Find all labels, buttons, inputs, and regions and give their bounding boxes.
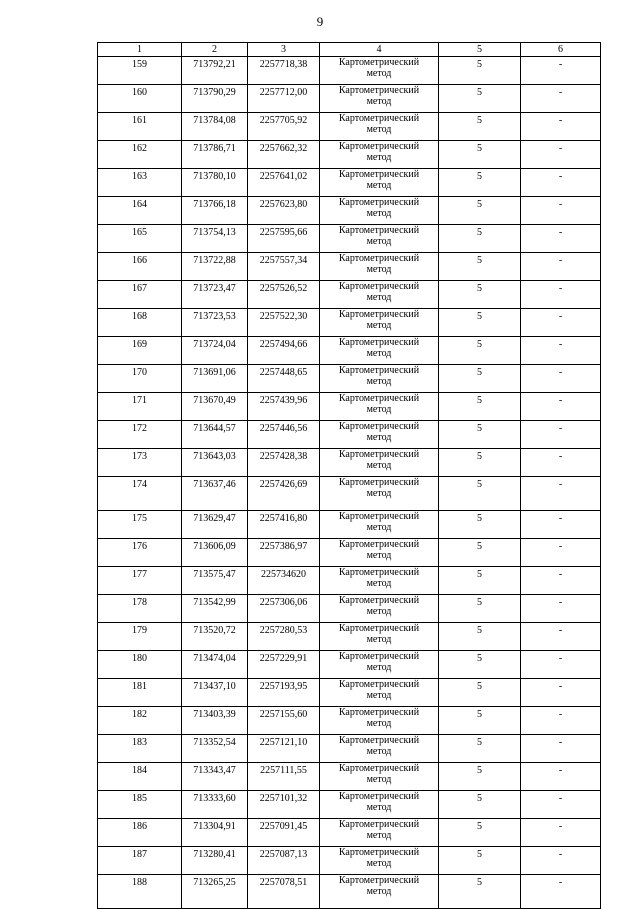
table-row [98,539,601,567]
point-number-cell: 179 [98,623,182,651]
accuracy-cell: 5 [439,567,521,595]
method-line-2: метод [366,662,392,673]
method-line-1: Картометрический [338,763,420,774]
coordinate-y-cell: 2257229,91 [248,651,320,679]
table-row [98,141,601,169]
method-line-1: Картометрический [338,567,420,578]
method-line-1: Картометрический [338,679,420,690]
coordinate-x-cell: 713724,04 [182,337,248,365]
note-cell: - [521,735,601,763]
accuracy-cell: 5 [439,819,521,847]
coordinate-x-cell: 713643,03 [182,449,248,477]
table-row [98,707,601,735]
coordinate-y-cell: 2257091,45 [248,819,320,847]
coordinate-x-cell: 713403,39 [182,707,248,735]
coordinate-x-cell: 713280,41 [182,847,248,875]
coordinate-y-cell: 225734620 [248,567,320,595]
point-number-cell: 174 [98,477,182,511]
table-row [98,281,601,309]
coordinate-y-cell: 2257718,38 [248,57,320,85]
method-line-2: метод [366,264,392,275]
point-number-cell: 186 [98,819,182,847]
header-row [98,43,601,57]
coordinate-x-cell: 713606,09 [182,539,248,567]
coordinate-x-cell: 713520,72 [182,623,248,651]
note-cell: - [521,57,601,85]
table-row [98,679,601,707]
note-cell: - [521,595,601,623]
method-line-1: Картометрический [338,875,420,886]
method-cell [320,763,439,791]
coordinate-x-cell: 713723,53 [182,309,248,337]
method-cell [320,281,439,309]
coordinate-x-cell: 713670,49 [182,393,248,421]
method-line-2: метод [366,858,392,869]
method-line-2: метод [366,718,392,729]
method-line-2: метод [366,774,392,785]
coordinate-y-cell: 2257705,92 [248,113,320,141]
table-row [98,85,601,113]
method-cell [320,595,439,623]
table-body [98,57,601,909]
accuracy-cell: 5 [439,57,521,85]
point-number-cell: 184 [98,763,182,791]
coordinate-x-cell: 713542,99 [182,595,248,623]
coordinate-y-cell: 2257111,55 [248,763,320,791]
method-line-1: Картометрический [338,735,420,746]
coordinate-x-cell: 713784,08 [182,113,248,141]
point-number-cell: 178 [98,595,182,623]
method-line-1: Картометрический [338,651,420,662]
coordinate-y-cell: 2257494,66 [248,337,320,365]
coordinate-y-cell: 2257087,13 [248,847,320,875]
point-number-cell: 182 [98,707,182,735]
coordinate-y-cell: 2257662,32 [248,141,320,169]
point-number-cell: 183 [98,735,182,763]
method-cell [320,567,439,595]
method-cell [320,337,439,365]
point-number-cell: 172 [98,421,182,449]
note-cell: - [521,225,601,253]
accuracy-cell: 5 [439,449,521,477]
accuracy-cell: 5 [439,393,521,421]
note-cell: - [521,875,601,909]
point-number-cell: 180 [98,651,182,679]
table-row [98,197,601,225]
method-line-2: метод [366,96,392,107]
table-row [98,623,601,651]
method-line-1: Картометрический [338,57,420,68]
accuracy-cell: 5 [439,365,521,393]
point-number-cell: 177 [98,567,182,595]
note-cell: - [521,141,601,169]
table-row [98,169,601,197]
coordinate-x-cell: 713691,06 [182,365,248,393]
coordinate-y-cell: 2257428,38 [248,449,320,477]
note-cell: - [521,511,601,539]
method-line-1: Картометрический [338,449,420,460]
coordinate-y-cell: 2257439,96 [248,393,320,421]
accuracy-cell: 5 [439,197,521,225]
point-number-cell: 165 [98,225,182,253]
point-number-cell: 176 [98,539,182,567]
method-line-2: метод [366,460,392,471]
accuracy-cell: 5 [439,847,521,875]
coordinate-x-cell: 713723,47 [182,281,248,309]
coordinate-y-cell: 2257416,80 [248,511,320,539]
coordinate-y-cell: 2257712,00 [248,85,320,113]
note-cell: - [521,623,601,651]
method-line-2: метод [366,690,392,701]
accuracy-cell: 5 [439,875,521,909]
method-line-1: Картометрический [338,169,420,180]
method-line-2: метод [366,830,392,841]
point-number-cell: 160 [98,85,182,113]
coordinate-y-cell: 2257446,56 [248,421,320,449]
accuracy-cell: 5 [439,791,521,819]
coordinate-y-cell: 2257595,66 [248,225,320,253]
coordinate-x-cell: 713333,60 [182,791,248,819]
table-row [98,595,601,623]
coordinate-y-cell: 2257306,06 [248,595,320,623]
table-row [98,57,601,85]
coordinate-y-cell: 2257522,30 [248,309,320,337]
coordinate-y-cell: 2257426,69 [248,477,320,511]
method-cell [320,511,439,539]
accuracy-cell: 5 [439,253,521,281]
coordinate-x-cell: 713575,47 [182,567,248,595]
note-cell: - [521,253,601,281]
column-header-2: 2 [182,43,248,57]
method-line-2: метод [366,292,392,303]
accuracy-cell: 5 [439,539,521,567]
method-line-1: Картометрический [338,707,420,718]
method-cell [320,623,439,651]
coordinate-x-cell: 713629,47 [182,511,248,539]
coordinate-y-cell: 2257155,60 [248,707,320,735]
method-cell [320,651,439,679]
method-line-1: Картометрический [338,365,420,376]
method-line-2: метод [366,746,392,757]
coordinate-x-cell: 713644,57 [182,421,248,449]
method-line-1: Картометрический [338,595,420,606]
note-cell: - [521,393,601,421]
method-line-1: Картометрический [338,477,420,488]
method-cell [320,141,439,169]
point-number-cell: 185 [98,791,182,819]
method-cell [320,309,439,337]
note-cell: - [521,651,601,679]
coordinate-x-cell: 713786,71 [182,141,248,169]
note-cell: - [521,847,601,875]
coordinate-x-cell: 713352,54 [182,735,248,763]
coordinate-x-cell: 713780,10 [182,169,248,197]
point-number-cell: 170 [98,365,182,393]
method-line-1: Картометрический [338,421,420,432]
table-row [98,651,601,679]
note-cell: - [521,197,601,225]
method-cell [320,449,439,477]
point-number-cell: 161 [98,113,182,141]
accuracy-cell: 5 [439,511,521,539]
table-row [98,365,601,393]
point-number-cell: 166 [98,253,182,281]
method-line-2: метод [366,320,392,331]
note-cell: - [521,337,601,365]
table-row [98,337,601,365]
point-number-cell: 168 [98,309,182,337]
accuracy-cell: 5 [439,735,521,763]
method-cell [320,791,439,819]
note-cell: - [521,365,601,393]
table-row [98,847,601,875]
table-header [98,43,601,57]
note-cell: - [521,819,601,847]
method-line-2: метод [366,208,392,219]
coordinate-y-cell: 2257623,80 [248,197,320,225]
accuracy-cell: 5 [439,169,521,197]
note-cell: - [521,707,601,735]
coordinate-y-cell: 2257121,10 [248,735,320,763]
coordinate-x-cell: 713722,88 [182,253,248,281]
method-cell [320,197,439,225]
table-row [98,819,601,847]
method-cell [320,253,439,281]
method-line-1: Картометрический [338,85,420,96]
method-line-1: Картометрический [338,141,420,152]
page-number: 9 [316,14,324,29]
table-row [98,511,601,539]
note-cell: - [521,281,601,309]
coordinate-y-cell: 2257448,65 [248,365,320,393]
accuracy-cell: 5 [439,763,521,791]
method-line-2: метод [366,522,392,533]
method-line-2: метод [366,68,392,79]
column-header-4: 4 [320,43,439,57]
note-cell: - [521,791,601,819]
accuracy-cell: 5 [439,141,521,169]
method-line-2: метод [366,348,392,359]
method-line-2: метод [366,488,392,499]
accuracy-cell: 5 [439,85,521,113]
note-cell: - [521,763,601,791]
method-cell [320,539,439,567]
method-cell [320,707,439,735]
method-line-2: метод [366,432,392,443]
accuracy-cell: 5 [439,679,521,707]
coordinate-x-cell: 713766,18 [182,197,248,225]
method-line-1: Картометрический [338,337,420,348]
note-cell: - [521,449,601,477]
coordinate-y-cell: 2257641,02 [248,169,320,197]
method-line-2: метод [366,606,392,617]
method-line-2: метод [366,550,392,561]
method-cell [320,393,439,421]
method-line-2: метод [366,886,392,897]
table-row [98,567,601,595]
accuracy-cell: 5 [439,595,521,623]
method-line-1: Картометрический [338,511,420,522]
method-line-1: Картометрический [338,113,420,124]
accuracy-cell: 5 [439,651,521,679]
point-number-cell: 162 [98,141,182,169]
point-number-cell: 163 [98,169,182,197]
method-line-2: метод [366,236,392,247]
coordinate-y-cell: 2257526,52 [248,281,320,309]
method-cell [320,735,439,763]
method-line-1: Картометрический [338,253,420,264]
method-line-1: Картометрический [338,847,420,858]
table-row [98,875,601,909]
table-row [98,791,601,819]
method-line-1: Картометрический [338,309,420,320]
point-number-cell: 159 [98,57,182,85]
table-row [98,735,601,763]
method-line-2: метод [366,124,392,135]
note-cell: - [521,421,601,449]
coordinate-x-cell: 713792,21 [182,57,248,85]
coordinate-x-cell: 713343,47 [182,763,248,791]
table-row [98,477,601,511]
coordinate-x-cell: 713265,25 [182,875,248,909]
method-cell [320,169,439,197]
method-line-1: Картометрический [338,197,420,208]
coordinate-y-cell: 2257386,97 [248,539,320,567]
coordinate-y-cell: 2257193,95 [248,679,320,707]
method-line-1: Картометрический [338,623,420,634]
method-cell [320,847,439,875]
coordinate-y-cell: 2257280,53 [248,623,320,651]
note-cell: - [521,169,601,197]
note-cell: - [521,477,601,511]
method-line-2: метод [366,376,392,387]
accuracy-cell: 5 [439,281,521,309]
accuracy-cell: 5 [439,337,521,365]
table-row [98,763,601,791]
accuracy-cell: 5 [439,309,521,337]
coordinate-x-cell: 713790,29 [182,85,248,113]
method-line-2: метод [366,180,392,191]
method-line-2: метод [366,578,392,589]
method-cell [320,85,439,113]
point-number-cell: 167 [98,281,182,309]
table-row [98,309,601,337]
accuracy-cell: 5 [439,707,521,735]
note-cell: - [521,85,601,113]
note-cell: - [521,309,601,337]
method-cell [320,113,439,141]
note-cell: - [521,567,601,595]
method-line-2: метод [366,404,392,415]
coordinate-x-cell: 713474,04 [182,651,248,679]
point-number-cell: 171 [98,393,182,421]
coordinate-x-cell: 713437,10 [182,679,248,707]
accuracy-cell: 5 [439,113,521,141]
coordinate-x-cell: 713637,46 [182,477,248,511]
method-cell [320,477,439,511]
point-number-cell: 188 [98,875,182,909]
method-line-2: метод [366,634,392,645]
point-number-cell: 175 [98,511,182,539]
point-number-cell: 181 [98,679,182,707]
column-header-3: 3 [248,43,320,57]
method-line-1: Картометрический [338,791,420,802]
column-header-6: 6 [521,43,601,57]
table-row [98,253,601,281]
table-row [98,449,601,477]
note-cell: - [521,539,601,567]
coordinates-table [97,42,601,909]
point-number-cell: 169 [98,337,182,365]
column-header-1: 1 [98,43,182,57]
method-line-1: Картометрический [338,819,420,830]
note-cell: - [521,679,601,707]
method-cell [320,875,439,909]
method-cell [320,225,439,253]
table-row [98,225,601,253]
method-cell [320,679,439,707]
method-line-1: Картометрический [338,225,420,236]
method-line-2: метод [366,152,392,163]
table-row [98,421,601,449]
method-line-1: Картометрический [338,539,420,550]
accuracy-cell: 5 [439,225,521,253]
table-row [98,113,601,141]
method-cell [320,819,439,847]
method-line-1: Картометрический [338,393,420,404]
point-number-cell: 164 [98,197,182,225]
accuracy-cell: 5 [439,477,521,511]
point-number-cell: 173 [98,449,182,477]
coordinate-x-cell: 713754,13 [182,225,248,253]
point-number-cell: 187 [98,847,182,875]
method-line-2: метод [366,802,392,813]
method-cell [320,365,439,393]
coordinate-x-cell: 713304,91 [182,819,248,847]
coordinate-y-cell: 2257078,51 [248,875,320,909]
table-row [98,393,601,421]
method-line-1: Картометрический [338,281,420,292]
method-cell [320,421,439,449]
method-cell [320,57,439,85]
coordinate-y-cell: 2257557,34 [248,253,320,281]
note-cell: - [521,113,601,141]
column-header-5: 5 [439,43,521,57]
accuracy-cell: 5 [439,623,521,651]
accuracy-cell: 5 [439,421,521,449]
coordinate-y-cell: 2257101,32 [248,791,320,819]
